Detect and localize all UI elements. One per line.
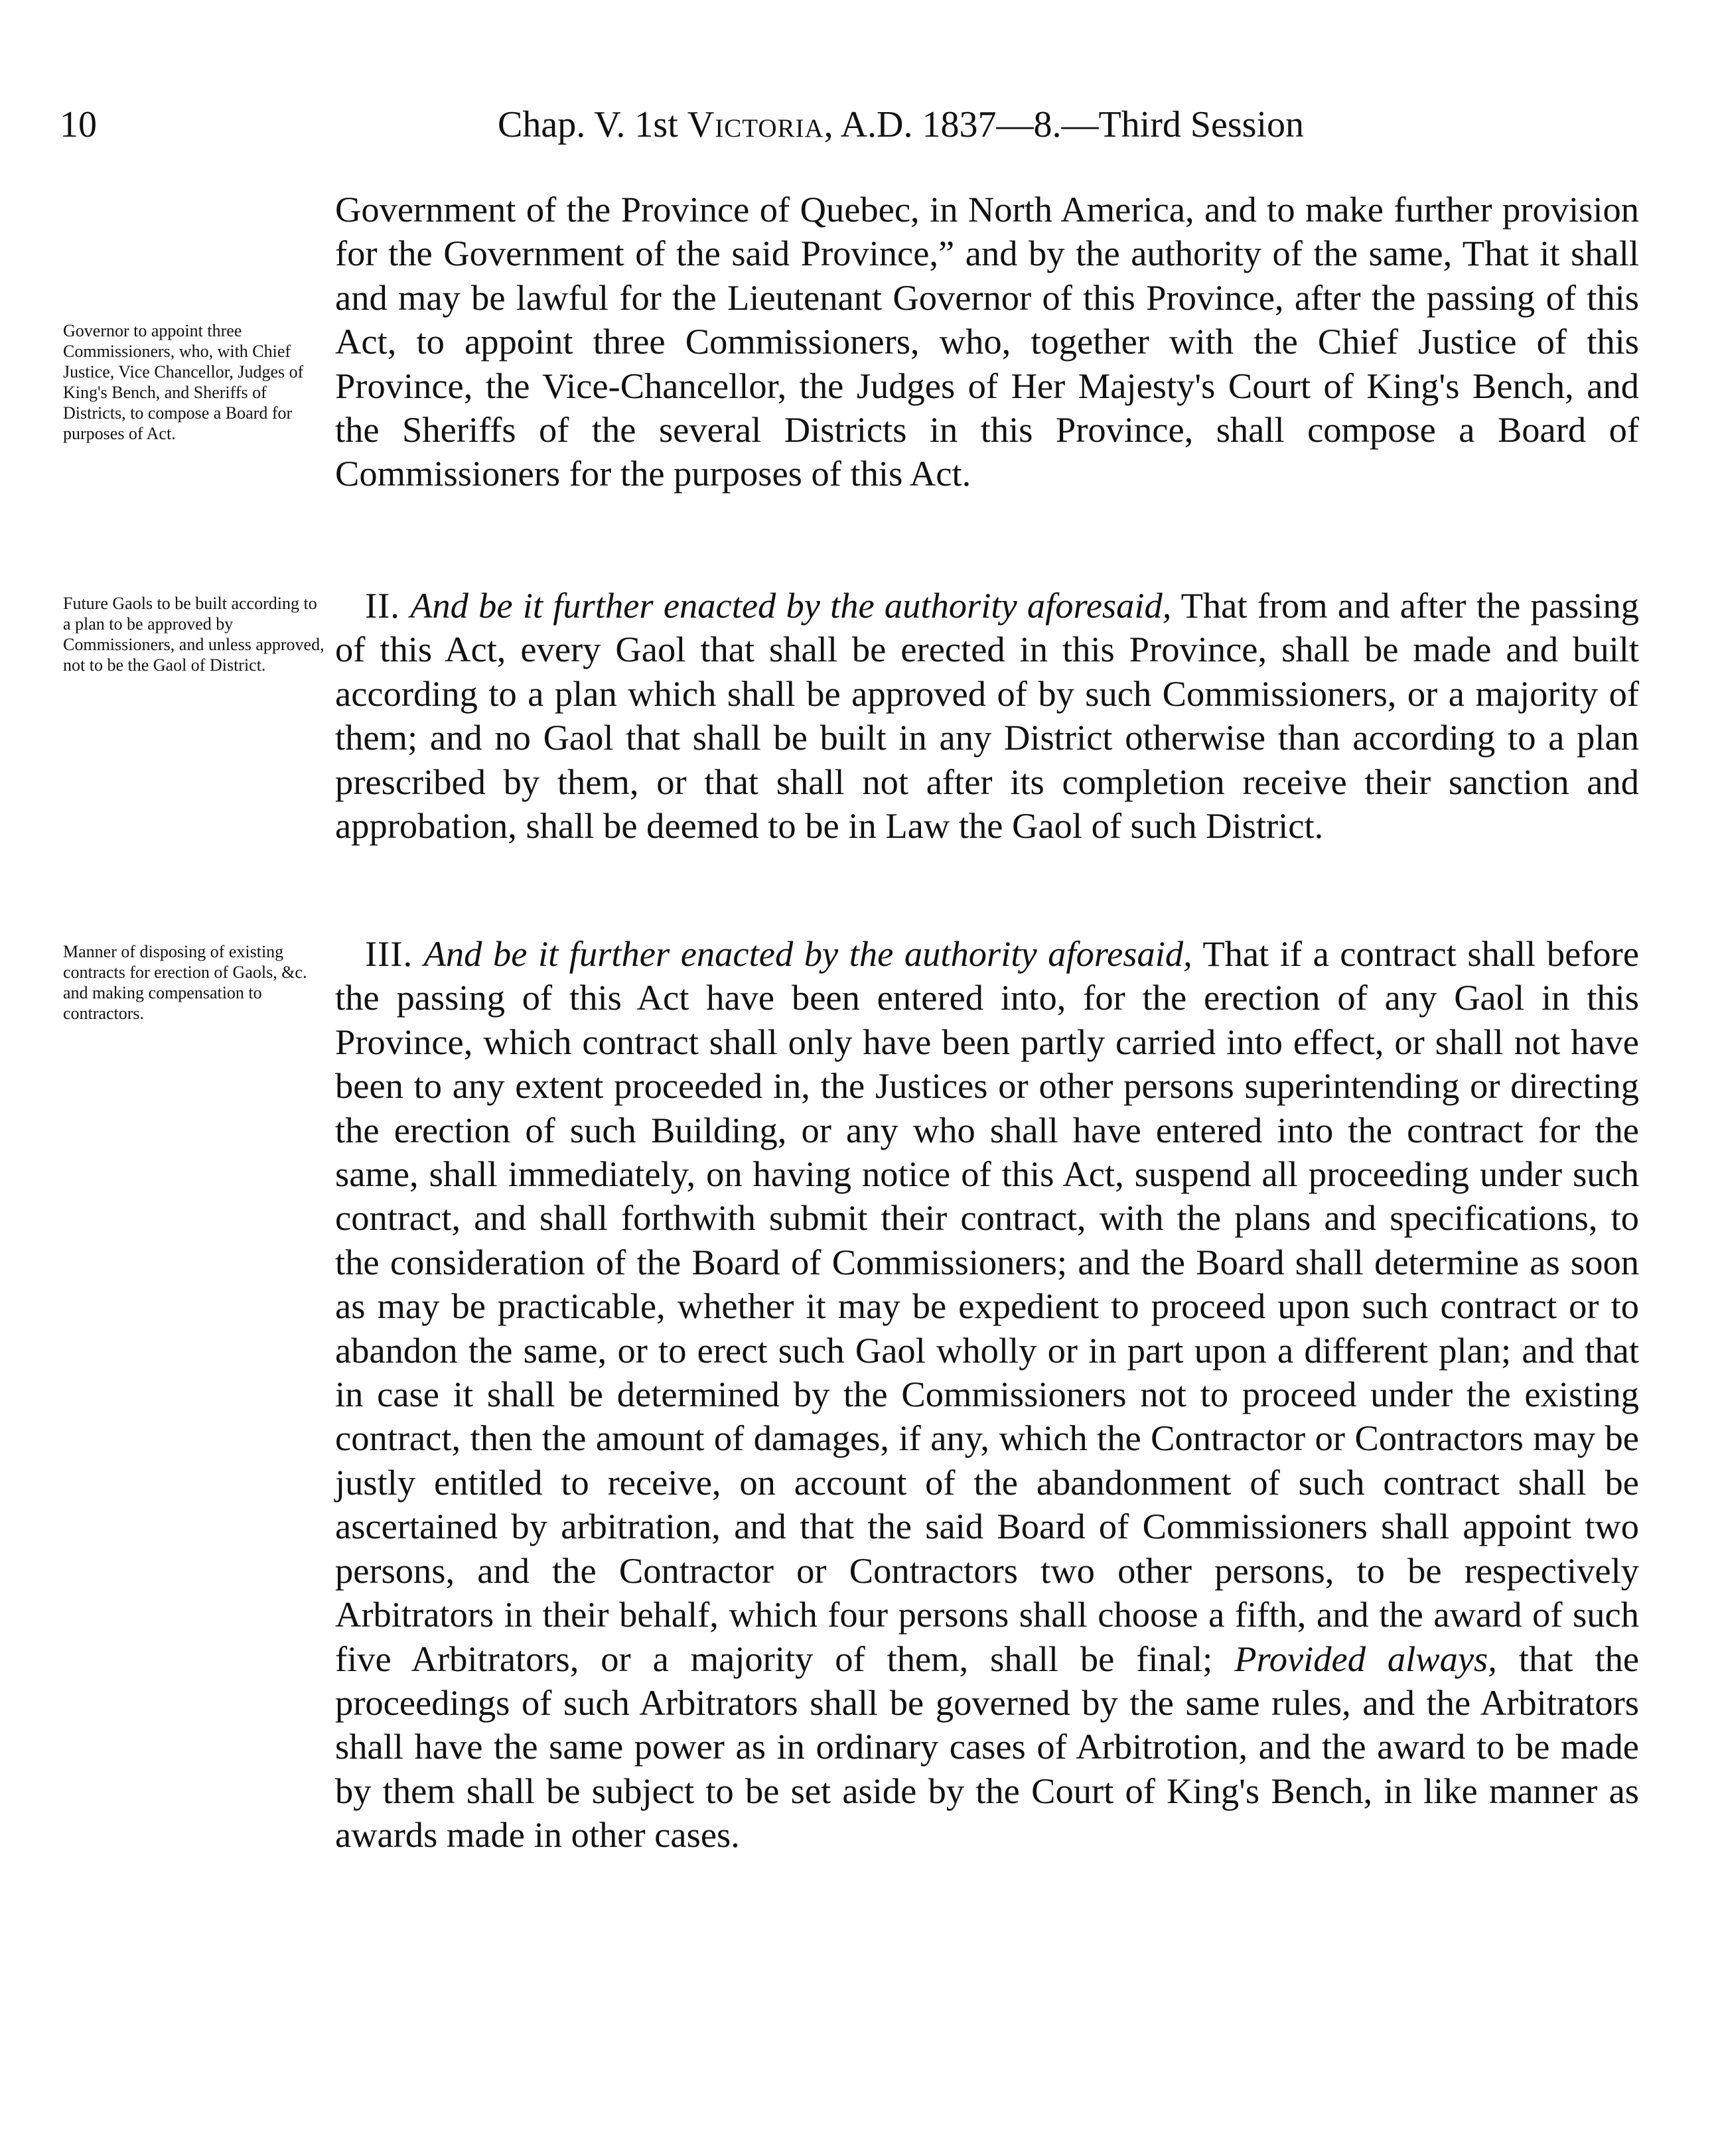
section-2-text: That from and after the passing of this Act, every Gaol that shall be erected in this Province, shall be made and built according to a plan which shall be approved of by such Commissioners, or a majority of them; and no Gaol that shall be built in any District otherwise than according to a plan prescribed by them, or that shall not after its completion receive their sanction and approbation, shall be deemed to be in Law the Gaol of such District. [335,585,1640,846]
body-paragraph-section-3 [335,932,1639,1857]
sidenote-section-3: Manner of disposing of existing contracts for erection of Gaols, &c. and making compensation to contractors. [63,942,307,1023]
sidenote-section-1: Governor to appoint three Commissioners, who, with Chief Justice, Vice Chancellor, Judges of King's Bench, and Sheriffs of Districts, to compose a Board for purposes of Act. [63,321,304,443]
proviso-clause: Provided always, [1234,1638,1497,1679]
page-header [60,98,1666,151]
page-number: 10 [60,104,97,145]
running-head-session: , A.D. 1837—8.—Third Session [823,104,1305,145]
enacting-clause-3: And be it further enacted by the authority aforesaid, [423,933,1192,974]
section-numeral-3: III. [365,933,413,974]
section-3-text-a: That if a contract shall before the passing of this Act have been entered into, for the erection of any Gaol in this Province, which contract shall only have been partly carried into effect, or shall not have been to any extent proceeded in, the Justices or other persons superintending or directing the erection of such Building, or any who shall have entered into the contract for the same, shall immediately, on having notice of this Act, suspend all proceeding under such contract, and shall forthwith submit their contract, with the plans and specifications, to the consideration of the Board of Commissioners; and the Board shall determine as soon as may be practicable, whether it may be expedient to proceed upon such contract or to abandon the same, or to erect such Gaol wholly or in part upon a different plan; and that in case it shall be determined by the Commissioners not to proceed under the existing contract, then the amount of damages, if any, which the Contractor or Contractors may be justly entitled to receive, on account of the abandonment of such contract shall be ascertained by arbitration, and that the said Board of Commissioners shall appoint two persons, and the Contractor or Contractors two other persons, to be respectively Arbitrators in their behalf, which four persons shall choose a fifth, and the award of such five Arbitrators, or a majority of them, shall be final; [335,933,1640,1679]
enacting-clause-2: And be it further enacted by the authority aforesaid, [410,585,1172,626]
body-paragraph-section-2 [335,584,1639,848]
body-paragraph-section-1: Government of the Province of Quebec, in North America, and to make further provision for the Government of the said Province,” and by the authority of the same, That it shall and may be lawful for the Lieutenant Governor of this Province, after the passing of this Act, to appoint three Commissioners, who, together with the Chief Justice of this Province, the Vice-Chancellor, the Judges of Her Majesty's Court of King's Bench, and the Sheriffs of the several Districts in this Province, shall compose a Board of Commissioners for the purposes of this Act. [335,189,1639,494]
running-head-chapter: Chap. V. 1st [498,104,678,145]
section-3-text-b: that the proceedings of such Arbitrators shall be governed by the same rules, and the Arbitrators shall have the same power as in ordinary cases of Arbitrotion, and the award to be made by them shall be subject to be set aside by the Court of King's Bench, in like manner as awards made in other cases. [335,1638,1640,1855]
section-numeral-2: II. [365,585,400,626]
sidenote-section-2: Future Gaols to be built according to a plan to be approved by Commissioners, and unless approved, not to be the Gaol of District. [63,594,324,675]
running-head-reign: Victoria [687,104,824,145]
running-head [498,98,1304,151]
